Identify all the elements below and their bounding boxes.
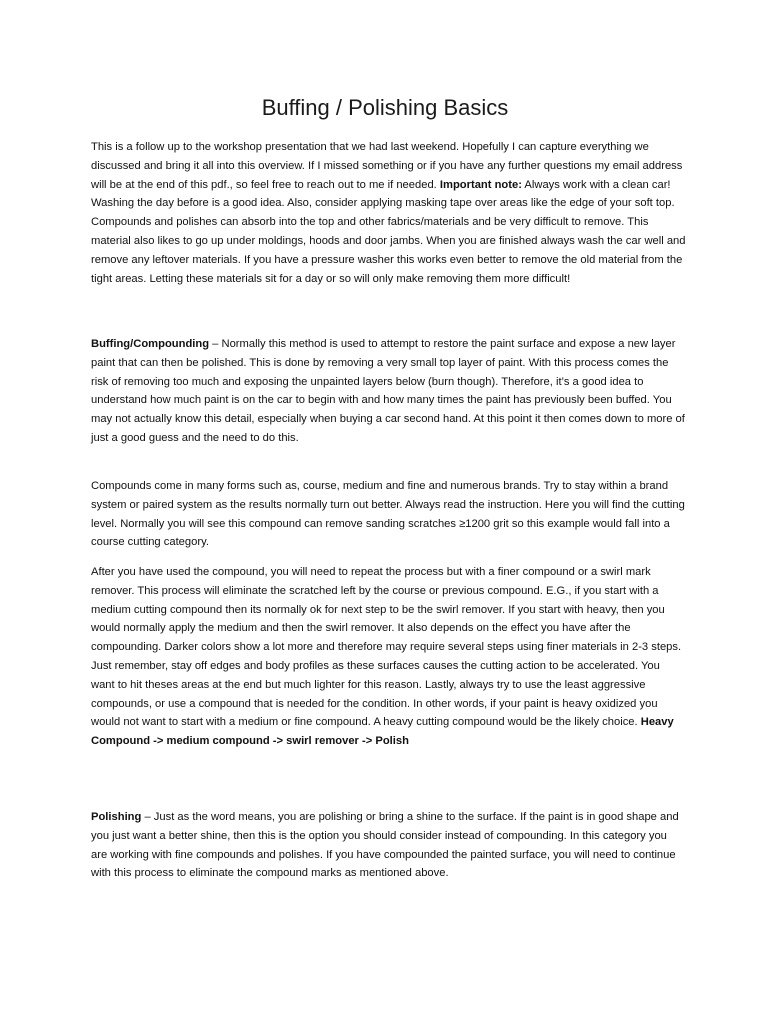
compounds-text: Compounds come in many forms such as, course, medium and fine and numerous brands. Try to stay within a brand system or paired system as the results normally turn out better. Always read the instruction. Here you will find the cutting level. Normally you will see this compound can remove sanding scratches ≥1200 grit so this example would fall into a course cutting category.	[91, 480, 685, 549]
buffing-paragraph	[91, 335, 686, 448]
after-compound-paragraph	[91, 563, 686, 751]
intro-text-rest: Always work with a clean car! Washing the day before is a good idea. Also, consider applying masking tape over areas like the edge of your soft top. Compounds and polishes can absorb into the top and other fabrics/materials and be very difficult to remove. This material also likes to go up under moldings, hoods and door jambs. When you are finished always wash the car well and remove any leftover materials. If you have a pressure washer this works even better to remove the old material from the tight areas. Letting these materials sit for a day or so will only make removing them more difficult!	[91, 178, 686, 285]
important-note-label: Important note:	[439, 178, 522, 191]
polishing-heading: Polishing	[91, 811, 142, 823]
compound-sequence: Heavy Compound -> medium compound -> swirl remover -> Polish	[91, 716, 674, 748]
buffing-heading: Buffing/Compounding	[91, 338, 210, 350]
document-title: Buffing / Polishing Basics	[261, 95, 509, 120]
polishing-text: – Just as the word means, you are polishing or bring a shine to the surface. If the paint is in good shape and you just want a better shine, then this is the option you should consider instead of compounding. In this category you are working with fine compounds and polishes. If you have compounded the painted surface, you will need to continue with this process to eliminate the compound marks as mentioned above.	[91, 811, 679, 880]
after-compound-text: After you have used the compound, you will need to repeat the process but with a finer compound or a swirl mark remover. This process will eliminate the scratched left by the course or previous compound. E.G., if you start with a medium cutting compound then its normally ok for next step to be the swirl remover. If you start with heavy, then you would normally apply the medium and then the swirl remover. It also depends on the effect you have after the compounding. Darker colors show a lot more and therefore may require several steps using finer materials in 2-3 steps. Just remember, stay off edges and body profiles as these surfaces causes the cutting action to be accelerated. You want to hit theses areas at the end but much lighter for this reason. Lastly, always try to use the least aggressive compounds, or use a compound that is needed for the condition. In other words, if your paint is heavy oxidized you would not want to start with a medium or fine compound. A heavy cutting compound would be the likely choice.	[91, 566, 682, 729]
compounds-paragraph	[91, 477, 686, 552]
buffing-text: – Normally this method is used to attempt to restore the paint surface and expose a new layer paint that can then be polished. This is done by removing a very small top layer of paint. With this process comes the risk of removing too much and exposing the unpainted layers below (burn though). Therefore, it’s a good idea to understand how much paint is on the car to begin with and how many times the paint has previously been buffed. You may not actually know this detail, especially when buying a car second hand. At this point it then comes down to more of just a good guess and the need to do this.	[91, 338, 685, 444]
intro-text-start: This is a follow up to the workshop presentation that we had last weekend. Hopefully I can capture everything we discussed and bring it all into this overview. If I missed something or if you have any further questions my email address will be at the end of this pdf., so feel free to reach out to me if needed.	[91, 141, 683, 191]
intro-paragraph	[91, 138, 686, 288]
polishing-paragraph	[91, 808, 686, 883]
